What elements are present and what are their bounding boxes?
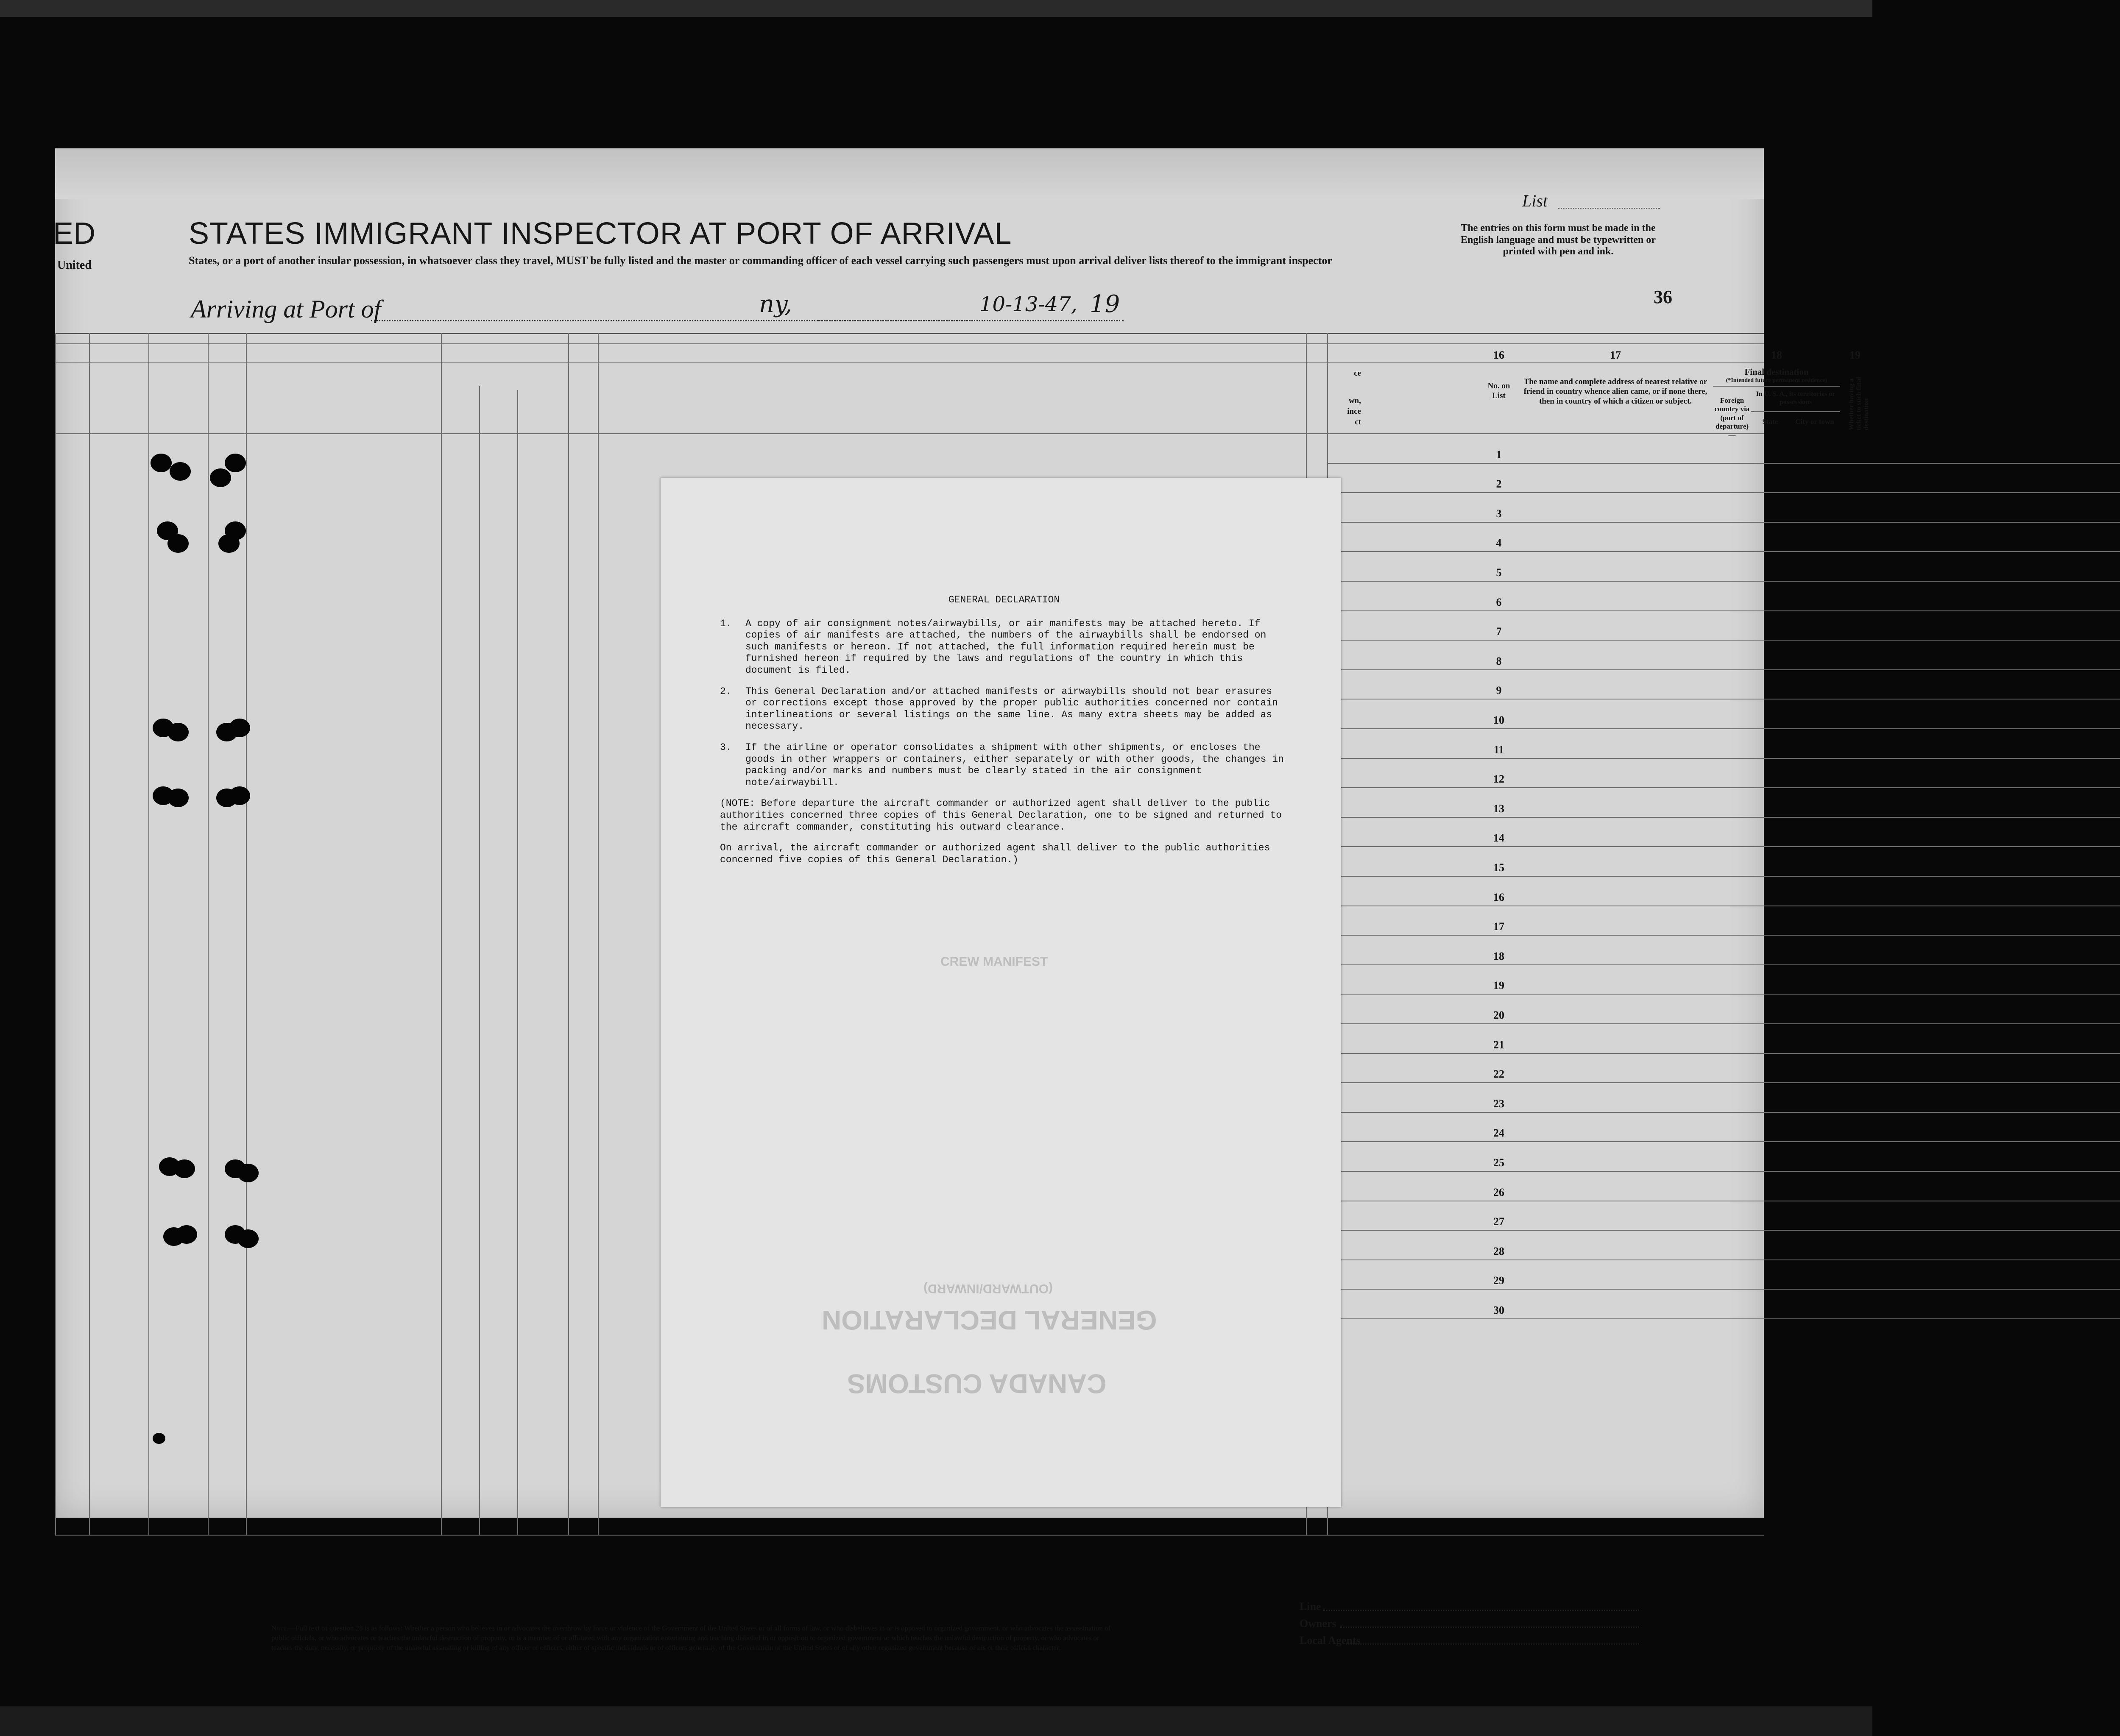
row-rule [1327, 817, 2120, 818]
row-number: 18 [1493, 950, 1504, 962]
row-rule [1327, 581, 2120, 582]
row-rule [1327, 758, 2120, 759]
row-number: 5 [1496, 566, 1502, 579]
row-rule [1327, 1230, 2120, 1231]
row-number: 8 [1496, 655, 1502, 667]
row-number: 13 [1493, 802, 1504, 815]
row-number: 11 [1493, 743, 1504, 756]
punch-hole [151, 454, 172, 472]
row-rule [1327, 964, 2120, 965]
col-19-number: 19 [1849, 349, 1861, 361]
row-number: 10 [1493, 714, 1504, 726]
row-number: 17 [1493, 920, 1504, 933]
punch-hole [153, 1433, 165, 1444]
row-rule [1327, 492, 2120, 493]
state-header: State [1762, 418, 1778, 426]
row-number: 27 [1493, 1215, 1504, 1228]
row-rule [1327, 787, 2120, 788]
row-rule [1327, 1112, 2120, 1113]
list-label: List [1522, 191, 1548, 210]
line-rule [1323, 1610, 1639, 1611]
local-agents-label: Local Agents [1300, 1634, 1361, 1647]
microfilm-frame-bottom [0, 1706, 1872, 1736]
col-16-number: 16 [1493, 349, 1504, 361]
in-usa-header: In U. S. A., its territories or possessions [1756, 390, 1835, 406]
row-number: 4 [1496, 537, 1502, 549]
row-rule [1327, 1023, 2120, 1024]
no-on-list-header: No. on List [1487, 382, 1510, 400]
question-28-note: Note.—Full text of question 28 is as follows: Whether a person who believes in or advocates the overthrow by force or violence of the Government of the United States or of all forms of law, or who disbelieves in or is opposed to organized government, or who advocates the assassination of public officials, or who advocates or teaches the unlawful destruction of property, or is a member of or affiliated with any organization entertaining and teaching disbelief in or opposition to organized government or which teaches the unlawful destruction of property, or who advocates or teaches the duty, necessity, or propriety of the unlawful assaulting or killing of any officer or officers, either of specific individuals or of officers generally, of the Government of the United States or of any other organized government because of his or their official character. [271, 1624, 1111, 1652]
foreign-country-header: Foreign country via (port of departure)— [1714, 396, 1750, 439]
punch-hole [229, 786, 250, 805]
declaration-item: 1. A copy of air consignment notes/airwaybills, or air manifests may be attached hereto. If copies of air manifests are attached, the numbers of the airwaybills shall be endorsed on such manifests or hereon. If not attached, the full information required herein must be furnished hereon if required by the laws and regulations of the country in which this document is filed. [720, 618, 1266, 676]
row-rule [1327, 935, 2120, 936]
row-rule [1327, 610, 2120, 611]
declaration-note: (NOTE: Before departure the aircraft commander or authorized agent shall deliver to the public authorities concerned three copies of this General Declaration, one to be signed and returned to the aircraft commander, constituting his outward clearance. On arrival, the aircraft commander or authorized agent shall deliver to the public authorities concerned five copies of this General Declaration.) [720, 798, 1282, 865]
form-instructions: The entries on this form must be made in the English language and must be typewritten or printed with pen and ink. [1460, 223, 1656, 257]
left-header-fragment: ct [1355, 418, 1361, 426]
city-header: City or town [1795, 418, 1834, 426]
col-18-number: 18 [1771, 349, 1782, 361]
punch-hole [237, 1229, 259, 1248]
punch-hole [167, 723, 189, 741]
left-header-fragment: ce [1354, 369, 1361, 378]
punch-hole [210, 468, 231, 487]
list-number-line [1558, 208, 1660, 209]
form-title: STATES IMMIGRANT INSPECTOR AT PORT OF ARRIVAL [189, 217, 1012, 251]
row-rule [1327, 1289, 2120, 1290]
row-rule [1327, 994, 2120, 995]
row-rule [1327, 522, 2120, 523]
declaration-text [720, 594, 1288, 875]
row-number: 7 [1496, 625, 1502, 638]
col-17-header: The name and complete address of nearest relative or friend in country whence alien came, or if none there, then in country of which a citizen or subject. [1523, 377, 1707, 406]
row-rule [1327, 1053, 2120, 1054]
row-number: 30 [1493, 1304, 1504, 1316]
punch-hole [237, 1164, 259, 1182]
arriving-label: Arriving at Port of [191, 295, 381, 323]
row-number: 14 [1493, 832, 1504, 844]
row-number: 28 [1493, 1245, 1504, 1257]
row-rule [1327, 1082, 2120, 1083]
row-rule [1327, 640, 2120, 641]
bleed-through-outward-inward: (OUTWARD/INWARD) [923, 1282, 1053, 1296]
final-destination-note: (*Intended future permanent residence) [1726, 377, 1827, 384]
row-number: 12 [1493, 773, 1504, 786]
punch-hole [229, 719, 250, 737]
ticket-header: Whether having a ticket to such final destination [1848, 377, 1870, 430]
row-rule [1327, 463, 2120, 464]
row-rule [1327, 551, 2120, 552]
left-header-fragment: ince [1347, 407, 1361, 416]
form-subtitle: States, or a port of another insular possession, in whatsoever class they travel, MUST be fully listed and the master or commanding officer of each vessel carrying such passengers must upon arrival deliver lists thereof to the immigrant inspector [189, 254, 1332, 267]
row-number: 26 [1493, 1186, 1504, 1198]
row-rule [1327, 669, 2120, 670]
date-line [818, 320, 1124, 321]
owners-label: Owners [1300, 1617, 1336, 1630]
row-rule [1327, 846, 2120, 847]
punch-hole [218, 534, 240, 553]
row-number: 2 [1496, 478, 1502, 490]
row-number: 23 [1493, 1097, 1504, 1110]
manifest-sheet [53, 148, 1870, 1652]
punch-hole [225, 454, 246, 472]
row-number: 29 [1493, 1274, 1504, 1287]
row-number: 6 [1496, 596, 1502, 608]
declaration-item: 3. If the airline or operator consolidates a shipment with other shipments, or encloses the goods in other wrappers or containers, either separately or with other goods, the changes in packing and/or marks and numbers must be clearly stated in the air consignment note/airwaybill. [720, 741, 1284, 788]
row-rule [1327, 1141, 2120, 1142]
declaration-item: 2. This General Declaration and/or attached manifests or airwaybills should not bear erasures or corrections except those approved by the proper public authorities concerned nor contain interlineations or several listings on the same line. As many extra sheets may be added as necessary. [720, 685, 1278, 732]
punch-hole [176, 1225, 197, 1244]
punch-hole [174, 1159, 195, 1178]
row-rule [1327, 728, 2120, 729]
year-prefix: 19 [1090, 290, 1120, 318]
row-number: 25 [1493, 1156, 1504, 1169]
left-fragment: United [57, 259, 92, 272]
row-rule [1327, 1318, 2120, 1319]
row-number: 9 [1496, 684, 1502, 697]
general-declaration-sheet [661, 478, 1341, 1507]
row-number: 24 [1493, 1127, 1504, 1140]
punch-hole [167, 789, 189, 807]
row-number: 20 [1493, 1009, 1504, 1021]
row-number: 22 [1493, 1068, 1504, 1081]
row-rule [1327, 1171, 2120, 1172]
row-number: 15 [1493, 861, 1504, 874]
row-number: 19 [1493, 979, 1504, 992]
declaration-title: GENERAL DECLARATION [948, 594, 1060, 605]
row-number: 21 [1493, 1038, 1504, 1051]
row-number: 1 [1496, 448, 1502, 461]
title-fragment: ED [53, 217, 96, 251]
port-handwritten: ny, [759, 290, 792, 318]
row-number: 3 [1496, 507, 1502, 520]
final-destination-header: Final destination [1744, 367, 1809, 377]
page-number: 36 [1654, 287, 1672, 307]
bleed-through-canada-customs: CANADA CUSTOMS [847, 1368, 1107, 1399]
date-handwritten: 10-13-47, [979, 293, 1077, 316]
punch-hole [170, 462, 191, 481]
row-number: 16 [1493, 891, 1504, 903]
left-header-fragment: wn, [1348, 396, 1361, 405]
col-17-number: 17 [1610, 349, 1621, 361]
line-label: Line [1300, 1600, 1321, 1613]
bleed-through-crew-manifest: CREW MANIFEST [940, 955, 1048, 969]
punch-hole [167, 534, 189, 553]
bleed-through-general-declaration: GENERAL DECLARATION [822, 1305, 1157, 1335]
row-rule [1327, 876, 2120, 877]
microfilm-frame-top [0, 0, 1872, 17]
